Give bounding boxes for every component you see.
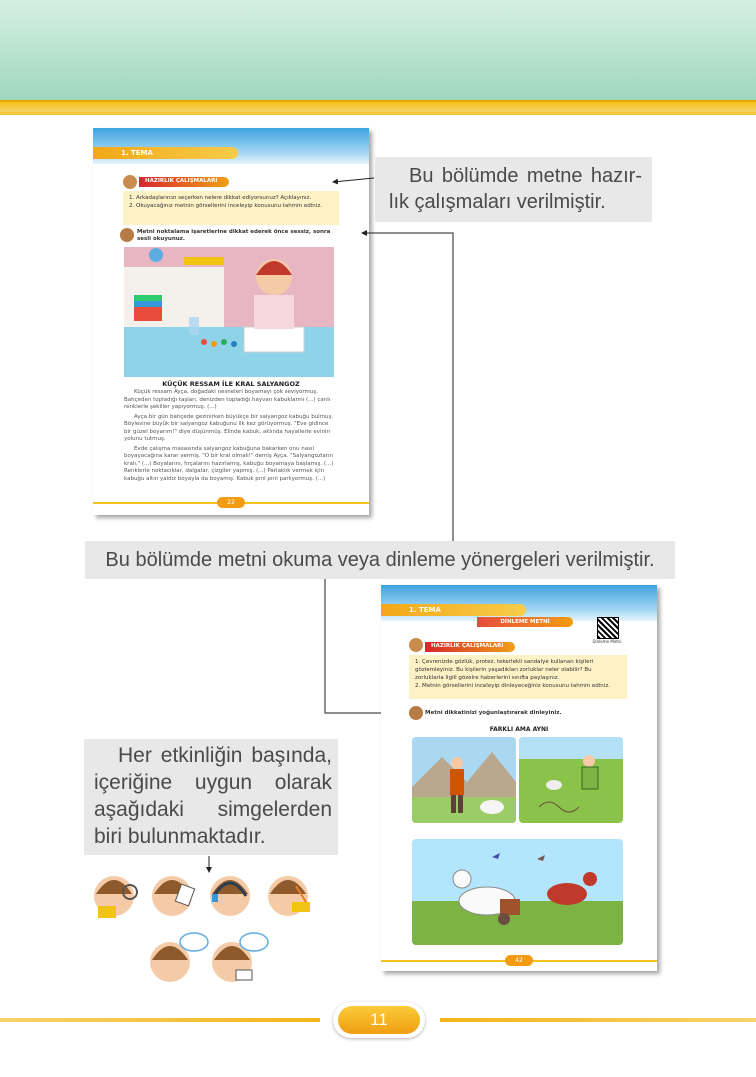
- footer-stripe-left: [0, 1018, 320, 1022]
- illustration-goat-and-horse: [412, 839, 623, 945]
- icon-speaking-bubble: [150, 933, 208, 982]
- prep-question-1: 1. Çevrenizde gözlük, protez, tekerlekli sandalye kullanan kişileri gözlemleyiniz. Bu kişilerin yaşadıkları zorluklar neler olabilir? Bu zorluklarla ilgili gözelre haberlerini sınıfta paylaşınız.: [415, 659, 594, 681]
- reading-instruction: Metni noktalama işaretlerine dikkat ederek önce sessiz, sonra sesli okuyunuz.: [137, 229, 331, 242]
- illustration-man-field: [519, 737, 623, 823]
- dinleme-label: DİNLEME METNİ: [477, 617, 573, 627]
- callout-reading: Bu bölümde metni okuma veya dinleme yönergeleri verilmiştir.: [85, 541, 675, 579]
- callout-icons: Her etkinliğin başında, içeriğine uygun olarak aşağıdaki simgelerden biri bulunmaktadır.: [84, 739, 338, 855]
- arrow-prep: [333, 178, 374, 182]
- tema-label: 1. TEMA: [381, 604, 526, 616]
- qr-code: [597, 617, 619, 639]
- prep-question-2: 2. Metnin görsellerini inceleyip dinleyeceğiniz konusunu tahmin ediniz.: [415, 683, 610, 689]
- callout-prep: Bu bölümde metne hazır-lık çalışmaları verilmiştir.: [375, 157, 652, 222]
- icon-reading-magnifier: [94, 876, 137, 918]
- listening-instruction: Metni dikkatinizi yoğunlaştırarak dinleyiniz.: [425, 710, 562, 716]
- icon-thinking-bubble: [212, 933, 268, 982]
- story-paragraph: Küçük ressam Ayça, doğadaki nesneleri boyamayı çok seviyormuş. Bahçeden topladığı taşları, denizden topladığı hayvan kabuklarını (...) canlı renklerle şekiller yapıyormuş. (...): [124, 389, 331, 410]
- story-paragraph: Ayça bir gün bahçede gezinirken büyükçe bir salyangoz kabuğu bulmuş. Böylesine büyük bir salyangoz kabuğunu ilk kez görüyormuş. "Eve gidince bir güzel boyarım!" diye düşünmüş. Elinde kabuk, aklında hayallerle evinin yolunu tutmuş.: [124, 413, 334, 442]
- activity-icons-group: [88, 872, 328, 992]
- qr-label: Dinleme Metni: [592, 639, 622, 644]
- prep-question-2: 2. Okuyacağınız metnin görsellerini inceleyip konusunu tahmin ediniz.: [129, 203, 322, 209]
- prep-question-1: 1. Arkadaşlarınızı seçerken nelere dikkat ediyorsunuz? Açıklayınız.: [129, 195, 312, 201]
- page-number-badge: 42: [505, 955, 533, 966]
- story-title: KÜÇÜK RESSAM İLE KRAL SALYANGOZ: [162, 380, 300, 388]
- footer-stripe-right: [440, 1018, 756, 1022]
- hazirlik-label: HAZIRLIK ÇALIŞMALARI: [139, 177, 229, 187]
- icon-drawing: [268, 876, 310, 916]
- page-number: 11: [338, 1006, 420, 1034]
- hazirlik-label: HAZIRLIK ÇALIŞMALARI: [425, 642, 515, 652]
- icon-listening-headphones: [210, 876, 250, 916]
- story-title: FARKLI AMA AYNI: [489, 726, 549, 733]
- illustration-man-mountains: [412, 737, 516, 823]
- icon-writing: [152, 876, 195, 916]
- tema-label: 1. TEMA: [93, 147, 238, 159]
- right-page-thumbnail: [381, 585, 657, 971]
- arrow-reading-left: [362, 233, 453, 541]
- page-number-badge: 22: [217, 497, 245, 508]
- prep-questions-box: [409, 655, 627, 699]
- story-paragraph: Evde çalışma masasında salyangoz kabuğuna bakarken onu nasıl boyayacağına karar vermiş. "O bir kral olmalı!" demiş Ayça. "Salyangozların kralı." (...) Boyalarını, fırçalarını hazırlamış, kabuğu boyamaya başlamış. (...) Renklerle noktacıklar, dalgalar, çizgiler yapmış. (...) Parlaklık vermek için kabuğu altın yaldız boyayla da boyamış. Kabuk pırıl pırıl parlıyormuş. (...): [124, 445, 334, 482]
- listening-kid-icon: [409, 638, 423, 652]
- listening-kid-icon: [409, 706, 423, 720]
